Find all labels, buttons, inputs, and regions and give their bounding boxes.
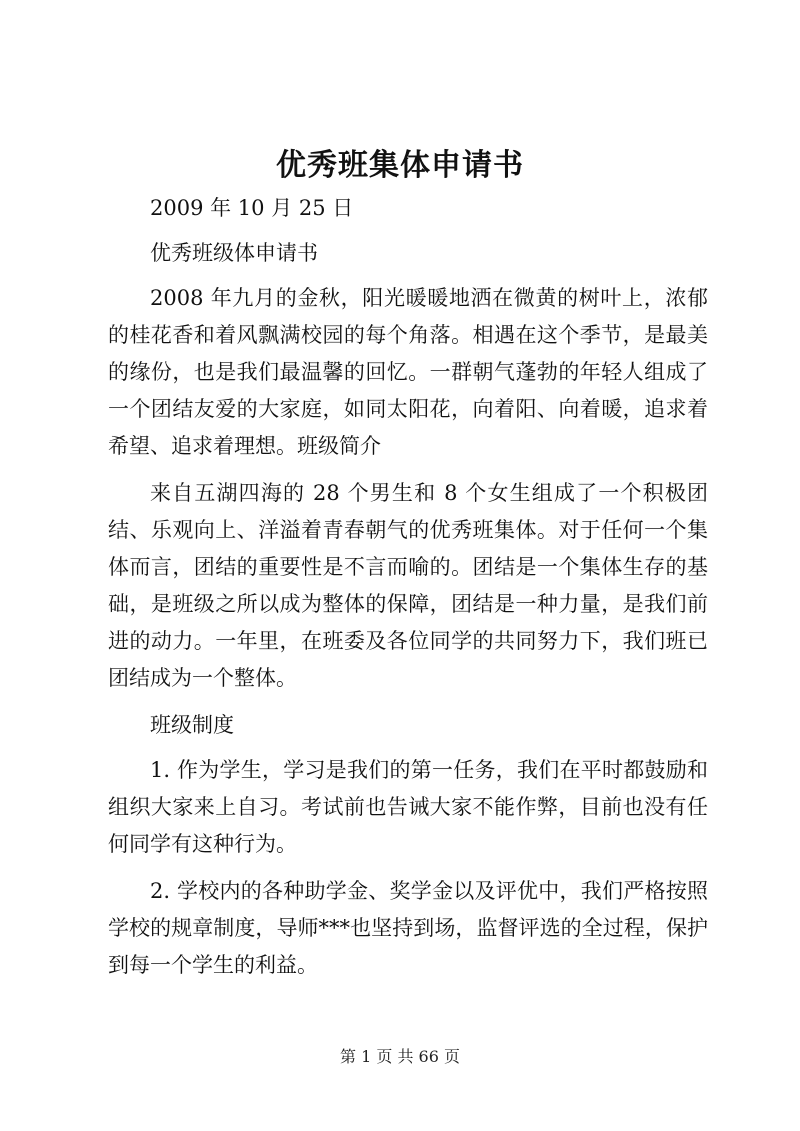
document-body — [108, 190, 708, 994]
section-heading-rules: 班级制度 — [150, 713, 234, 737]
date-line: 2009 年 10 月 25 日 — [150, 196, 354, 220]
page-indicator: 第 1 页 共 66 页 — [340, 1047, 460, 1066]
subtitle-line: 优秀班级体申请书 — [150, 241, 318, 265]
paragraph-rule-2: 2. 学校内的各种助学金、奖学金以及评优中，我们严格按照学校的规章制度，导师***也坚持到场，监督评选的全过程，保护到每一个学生的利益。 — [108, 879, 708, 977]
paragraph-intro: 2008 年九月的金秋，阳光暖暖地洒在微黄的树叶上，浓郁的桂花香和着风飘满校园的每个角落。相遇在这个季节，是最美的缘份，也是我们最温馨的回忆。一群朝气蓬勃的年轻人组成了一个团结友爱的大家庭，如同太阳花，向着阳、向着暖，追求着希望、追求着理想。班级简介 — [108, 286, 708, 458]
document-title: 优秀班集体申请书 — [276, 148, 524, 183]
paragraph-rule-1: 1. 作为学生，学习是我们的第一任务，我们在平时都鼓励和组织大家来上自习。考试前也告诫大家不能作弊，目前也没有任何同学有这种行为。 — [108, 758, 708, 856]
paragraph-class-profile: 来自五湖四海的 28 个男生和 8 个女生组成了一个积极团结、乐观向上、洋溢着青春朝气的优秀班集体。对于任何一个集体而言，团结的重要性是不言而喻的。团结是一个集体生存的基础，是班级之所以成为整体的保障，团结是一种力量，是我们前进的动力。一年里，在班委及各位同学的共同努力下，我们班已团结成为一个整体。 — [108, 481, 708, 690]
